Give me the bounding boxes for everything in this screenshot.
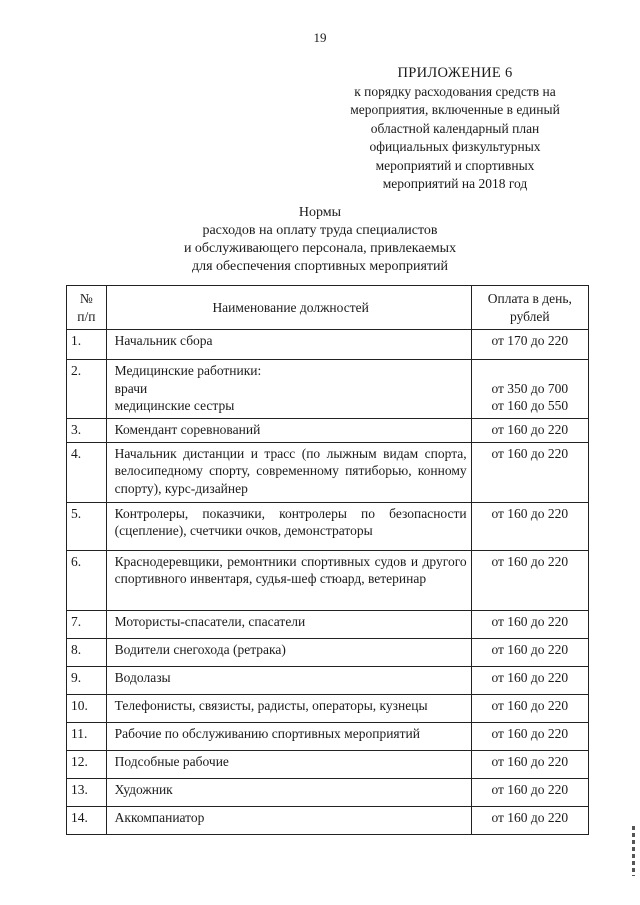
row-name: Аккомпаниатор [106, 806, 471, 834]
row-name: Рабочие по обслуживанию спортивных мероприятий [106, 722, 471, 750]
row-number: 11. [67, 722, 107, 750]
norms-line: для обеспечения спортивных мероприятий [191, 259, 449, 274]
table-row [67, 418, 589, 442]
norms-line: расходов на оплату труда специалистов [202, 223, 438, 238]
row-number: 7. [67, 610, 107, 638]
row-name: Контролеры, показчики, контролеры по безопасности (сцепление), счетчики очков, демонстраторы [106, 502, 471, 550]
table-row [67, 806, 589, 834]
appendix-line: мероприятий на 2018 год [382, 176, 528, 191]
header-number [67, 286, 107, 330]
row-number: 14. [67, 806, 107, 834]
row-number: 4. [67, 442, 107, 502]
row-number: 10. [67, 694, 107, 722]
header-number-line: п/п [77, 308, 96, 324]
appendix-title: ПРИЛОЖЕНИЕ 6 [397, 65, 513, 81]
page-number: 19 [313, 30, 327, 45]
appendix-line: мероприятия, включенные в единый [350, 102, 560, 117]
row-pay: от 160 до 220 [471, 610, 588, 638]
table-row [67, 666, 589, 694]
row-name-main: Медицинские работники: [114, 363, 262, 378]
table-row [67, 502, 589, 550]
table-row [67, 330, 589, 360]
row-name: Начальник сбора [106, 330, 471, 360]
row-name: Телефонисты, связисты, радисты, операторы, кузнецы [106, 694, 471, 722]
row-number: 2. [67, 360, 107, 419]
row-pay: от 160 до 220 [471, 442, 588, 502]
scan-edge-mark [632, 826, 635, 876]
norms-line: и обслуживающего персонала, привлекаемых [183, 241, 457, 256]
row-name [106, 360, 471, 419]
row-pay: от 160 до 220 [471, 666, 588, 694]
row-number: 3. [67, 418, 107, 442]
row-number: 13. [67, 778, 107, 806]
row-pay: от 160 до 220 [471, 806, 588, 834]
row-number: 1. [67, 330, 107, 360]
table-row [67, 722, 589, 750]
header-number-line: № [79, 291, 93, 306]
header-pay-line: Оплата в день, [487, 291, 572, 306]
header-pay [471, 286, 588, 330]
table-row [67, 550, 589, 610]
row-pay: от 160 до 220 [471, 722, 588, 750]
row-pay: от 160 до 220 [471, 778, 588, 806]
table-header-row [67, 286, 589, 330]
row-name-sub: медицинские сестры [114, 398, 235, 413]
row-pay: от 160 до 220 [471, 638, 588, 666]
row-pay [471, 360, 588, 419]
appendix-line: к порядку расходования средств на [354, 83, 556, 99]
row-pay: от 160 до 220 [471, 750, 588, 778]
row-pay-sub: от 160 до 550 [491, 398, 569, 413]
row-pay: от 160 до 220 [471, 694, 588, 722]
norms-heading [120, 204, 520, 276]
row-name: Художник [106, 778, 471, 806]
row-number: 5. [67, 502, 107, 550]
row-pay: от 170 до 220 [471, 330, 588, 360]
row-number: 6. [67, 550, 107, 610]
row-number: 8. [67, 638, 107, 666]
header-name: Наименование должностей [106, 286, 471, 330]
header-pay-line: рублей [510, 308, 550, 324]
row-number: 12. [67, 750, 107, 778]
table-row [67, 360, 589, 419]
row-name: Водолазы [106, 666, 471, 694]
table-row [67, 694, 589, 722]
row-pay: от 160 до 220 [471, 418, 588, 442]
table-row [67, 750, 589, 778]
table-row [67, 778, 589, 806]
appendix-header [320, 64, 590, 194]
appendix-line: мероприятий и спортивных [375, 157, 535, 173]
norms-title: Нормы [298, 205, 342, 220]
row-pay: от 160 до 220 [471, 502, 588, 550]
row-pay: от 160 до 220 [471, 550, 588, 610]
row-number: 9. [67, 666, 107, 694]
row-name: Подсобные рабочие [106, 750, 471, 778]
row-name: Комендант соревнований [106, 418, 471, 442]
row-name: Водители снегохода (ретрака) [106, 638, 471, 666]
table-row [67, 638, 589, 666]
row-pay-sub: от 350 до 700 [491, 380, 569, 396]
table-row [67, 442, 589, 502]
appendix-line: официальных физкультурных [369, 139, 541, 154]
row-name: Краснодеревщики, ремонтники спортивных судов и другого спортивного инвентаря, судья-шеф стюард, ветеринар [106, 550, 471, 610]
norms-table [66, 285, 589, 835]
appendix-line: областной календарный план [370, 120, 540, 136]
row-name: Мотористы-спасатели, спасатели [106, 610, 471, 638]
row-name-sub: врачи [114, 380, 148, 396]
row-name: Начальник дистанции и трасс (по лыжным видам спорта, велосипедному спорту, современному пятиборью, конному спорту), курс-дизайнер [106, 442, 471, 502]
table-row [67, 610, 589, 638]
